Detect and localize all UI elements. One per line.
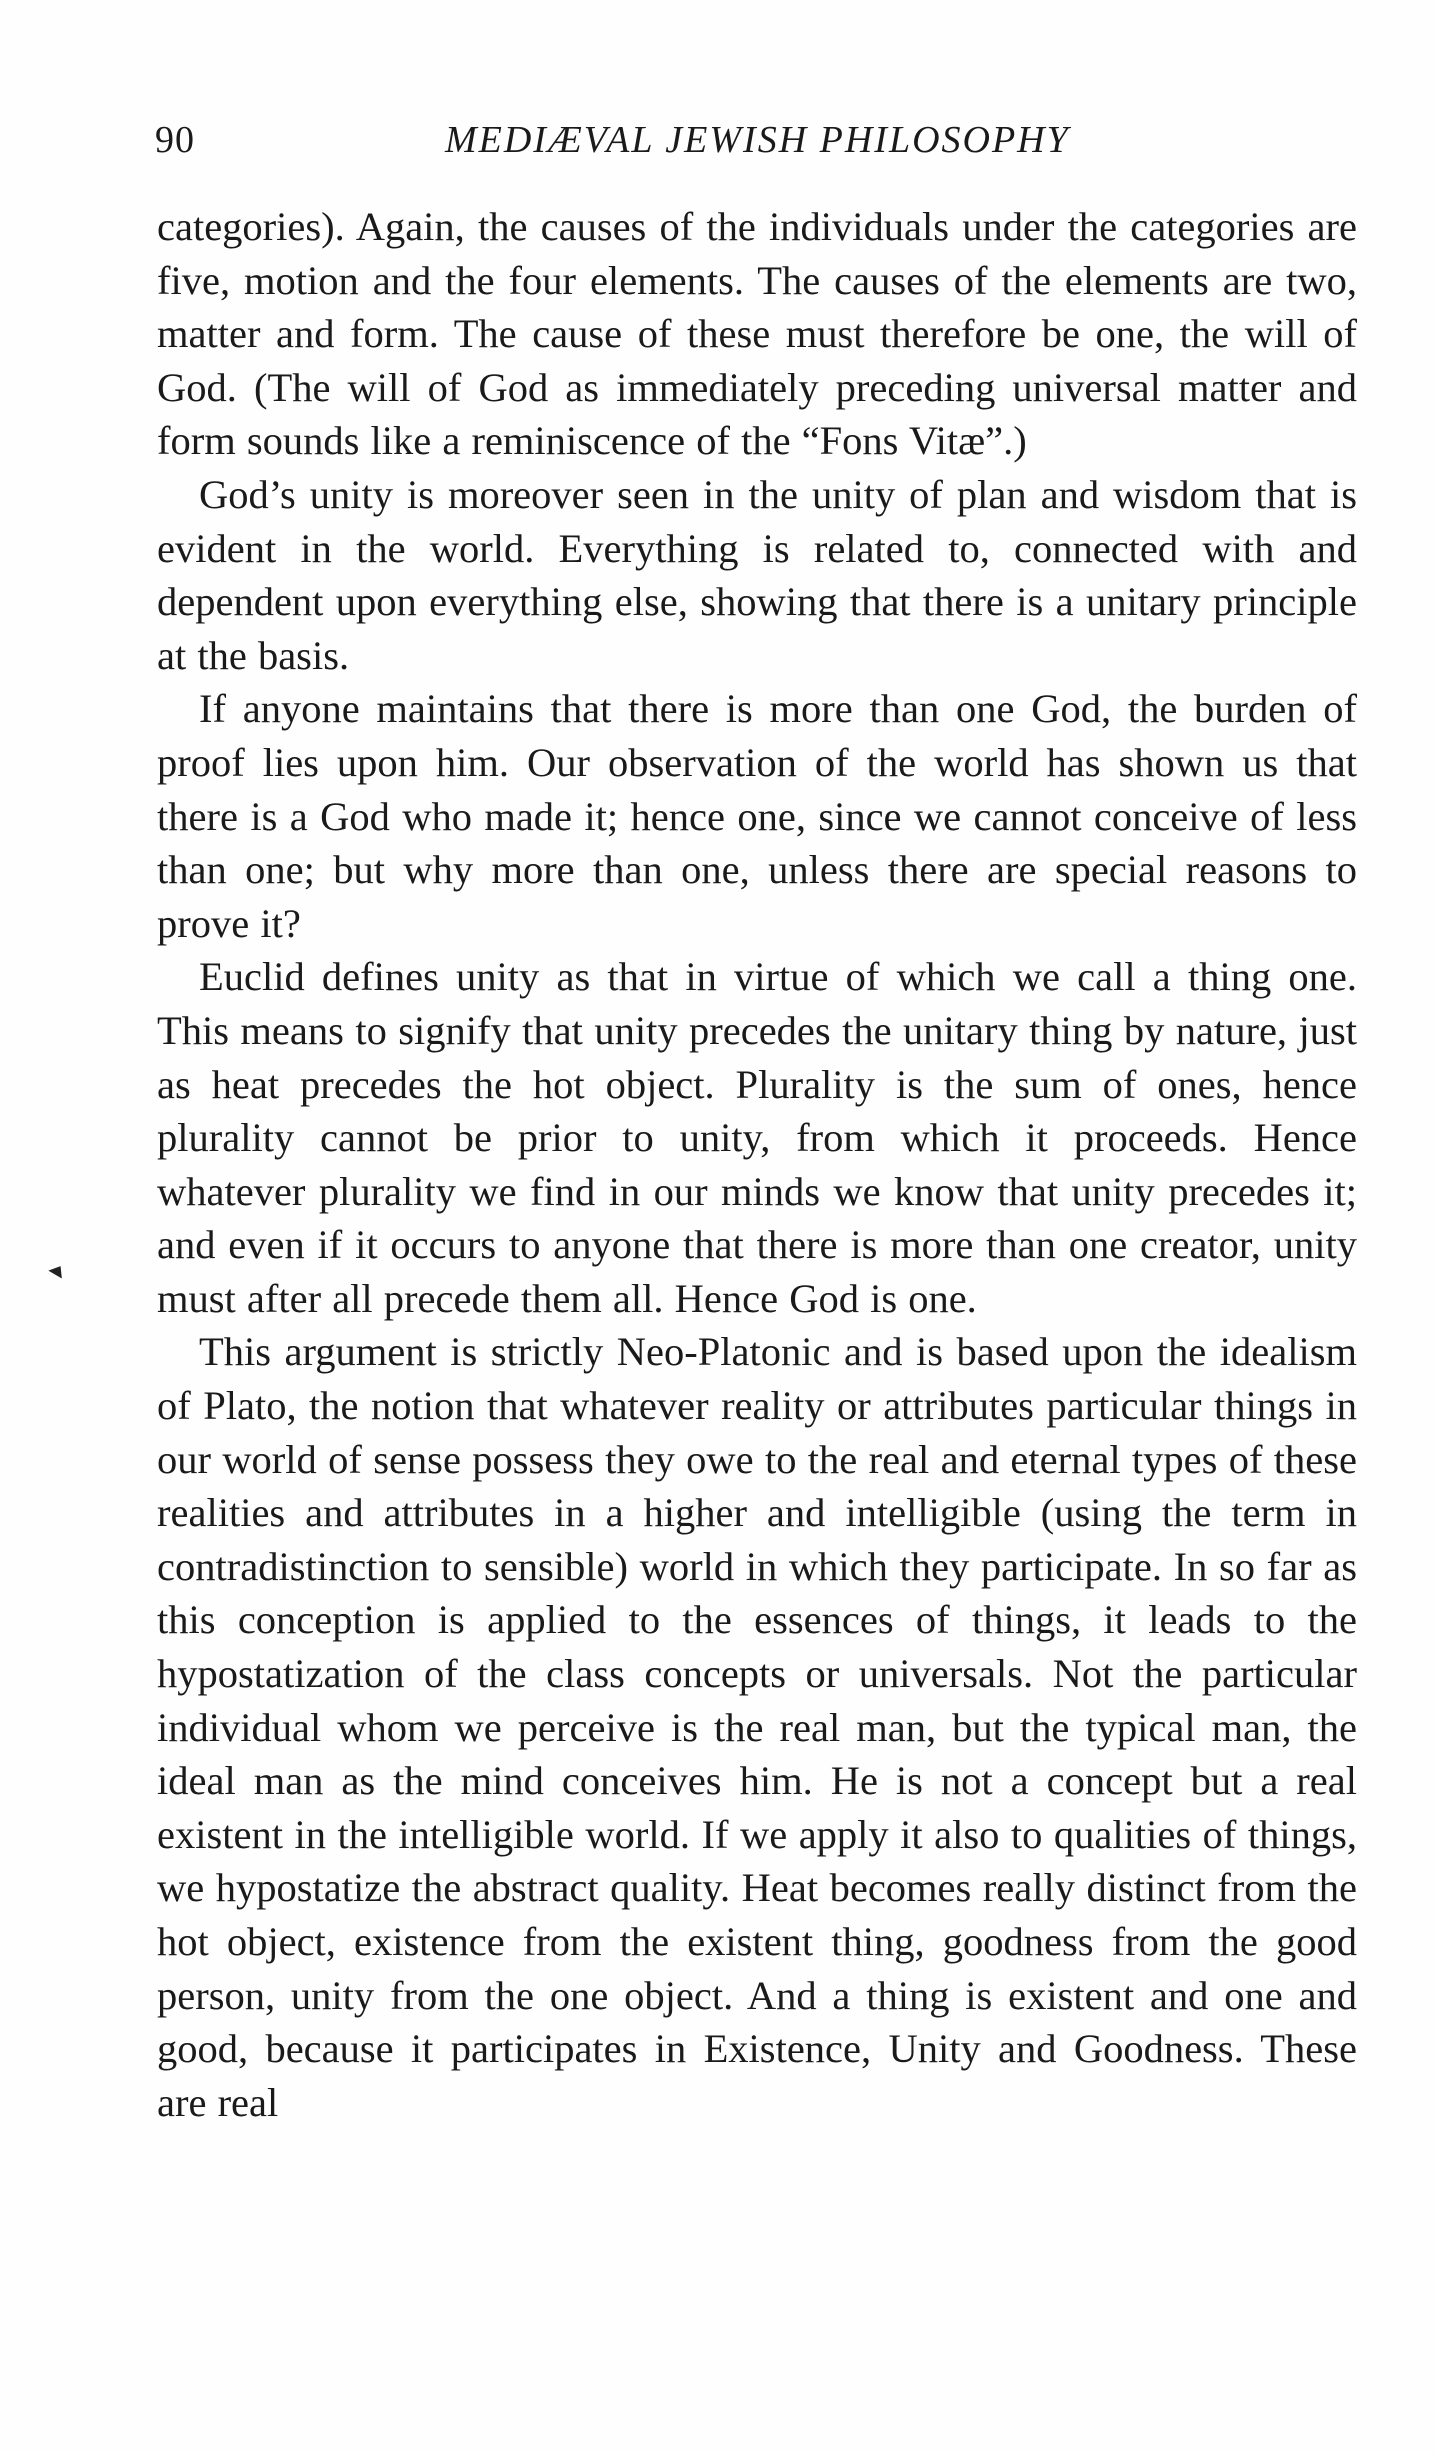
page-header [155, 118, 1355, 178]
running-head: MEDIÆVAL JEWISH PHILOSOPHY [445, 119, 1070, 161]
body-text [157, 200, 1357, 2129]
paragraph: God’s unity is moreover seen in the unity of plan and wisdom that is evident in the world. Everything is related to, connected with and dependent upon everything else, showing that there is a unitary principle at the basis. [157, 471, 1357, 678]
paragraph: Euclid defines unity as that in virtue of which we call a thing one. This means to signify that unity precedes the unitary thing by nature, just as heat precedes the hot object. Plurality is the sum of ones, hence plurality cannot be prior to unity, from which it proceeds. Hence whatever plurality we find in our minds we know that unity precedes it; and even if it occurs to anyone that there is more than one creator, unity must after all precede them all. Hence God is one. [157, 954, 1357, 1321]
paragraph: If anyone maintains that there is more than one God, the burden of proof lies upon him. Our observation of the world has shown us that there is a God who made it; hence one, since we cannot conceive of less than one; but why more than one, unless there are special reasons to prove it? [157, 686, 1357, 946]
paragraph: categories). Again, the causes of the individuals under the categories are five, motion and the four elements. The causes of the elements are two, matter and form. The cause of these must therefore be one, the will of God. (The will of God as immediately preceding universal matter and form sounds like a reminiscence of the “Fons Vitæ”.) [157, 204, 1357, 464]
margin-mark [48, 1266, 64, 1282]
paragraph: This argument is strictly Neo-Platonic and is based upon the idealism of Plato, the notion that whatever reality or attributes particular things in our world of sense possess they owe to the real and eternal types of these realities and attributes in a higher and intelligible (using the term in contradistinction to sensible) world in which they participate. In so far as this conception is applied to the essences of things, it leads to the hypostatization of the class concepts or universals. Not the particular individual whom we perceive is the real man, but the typical man, the ideal man as the mind conceives him. He is not a concept but a real existent in the intelligible world. If we apply it also to qualities of things, we hypostatize the abstract quality. Heat becomes really distinct from the hot object, existence from the existent thing, goodness from the good person, unity from the one object. And a thing is existent and one and good, because it participates in Existence, Unity and Goodness. These are real [157, 1329, 1357, 2125]
page-number: 90 [155, 119, 195, 161]
